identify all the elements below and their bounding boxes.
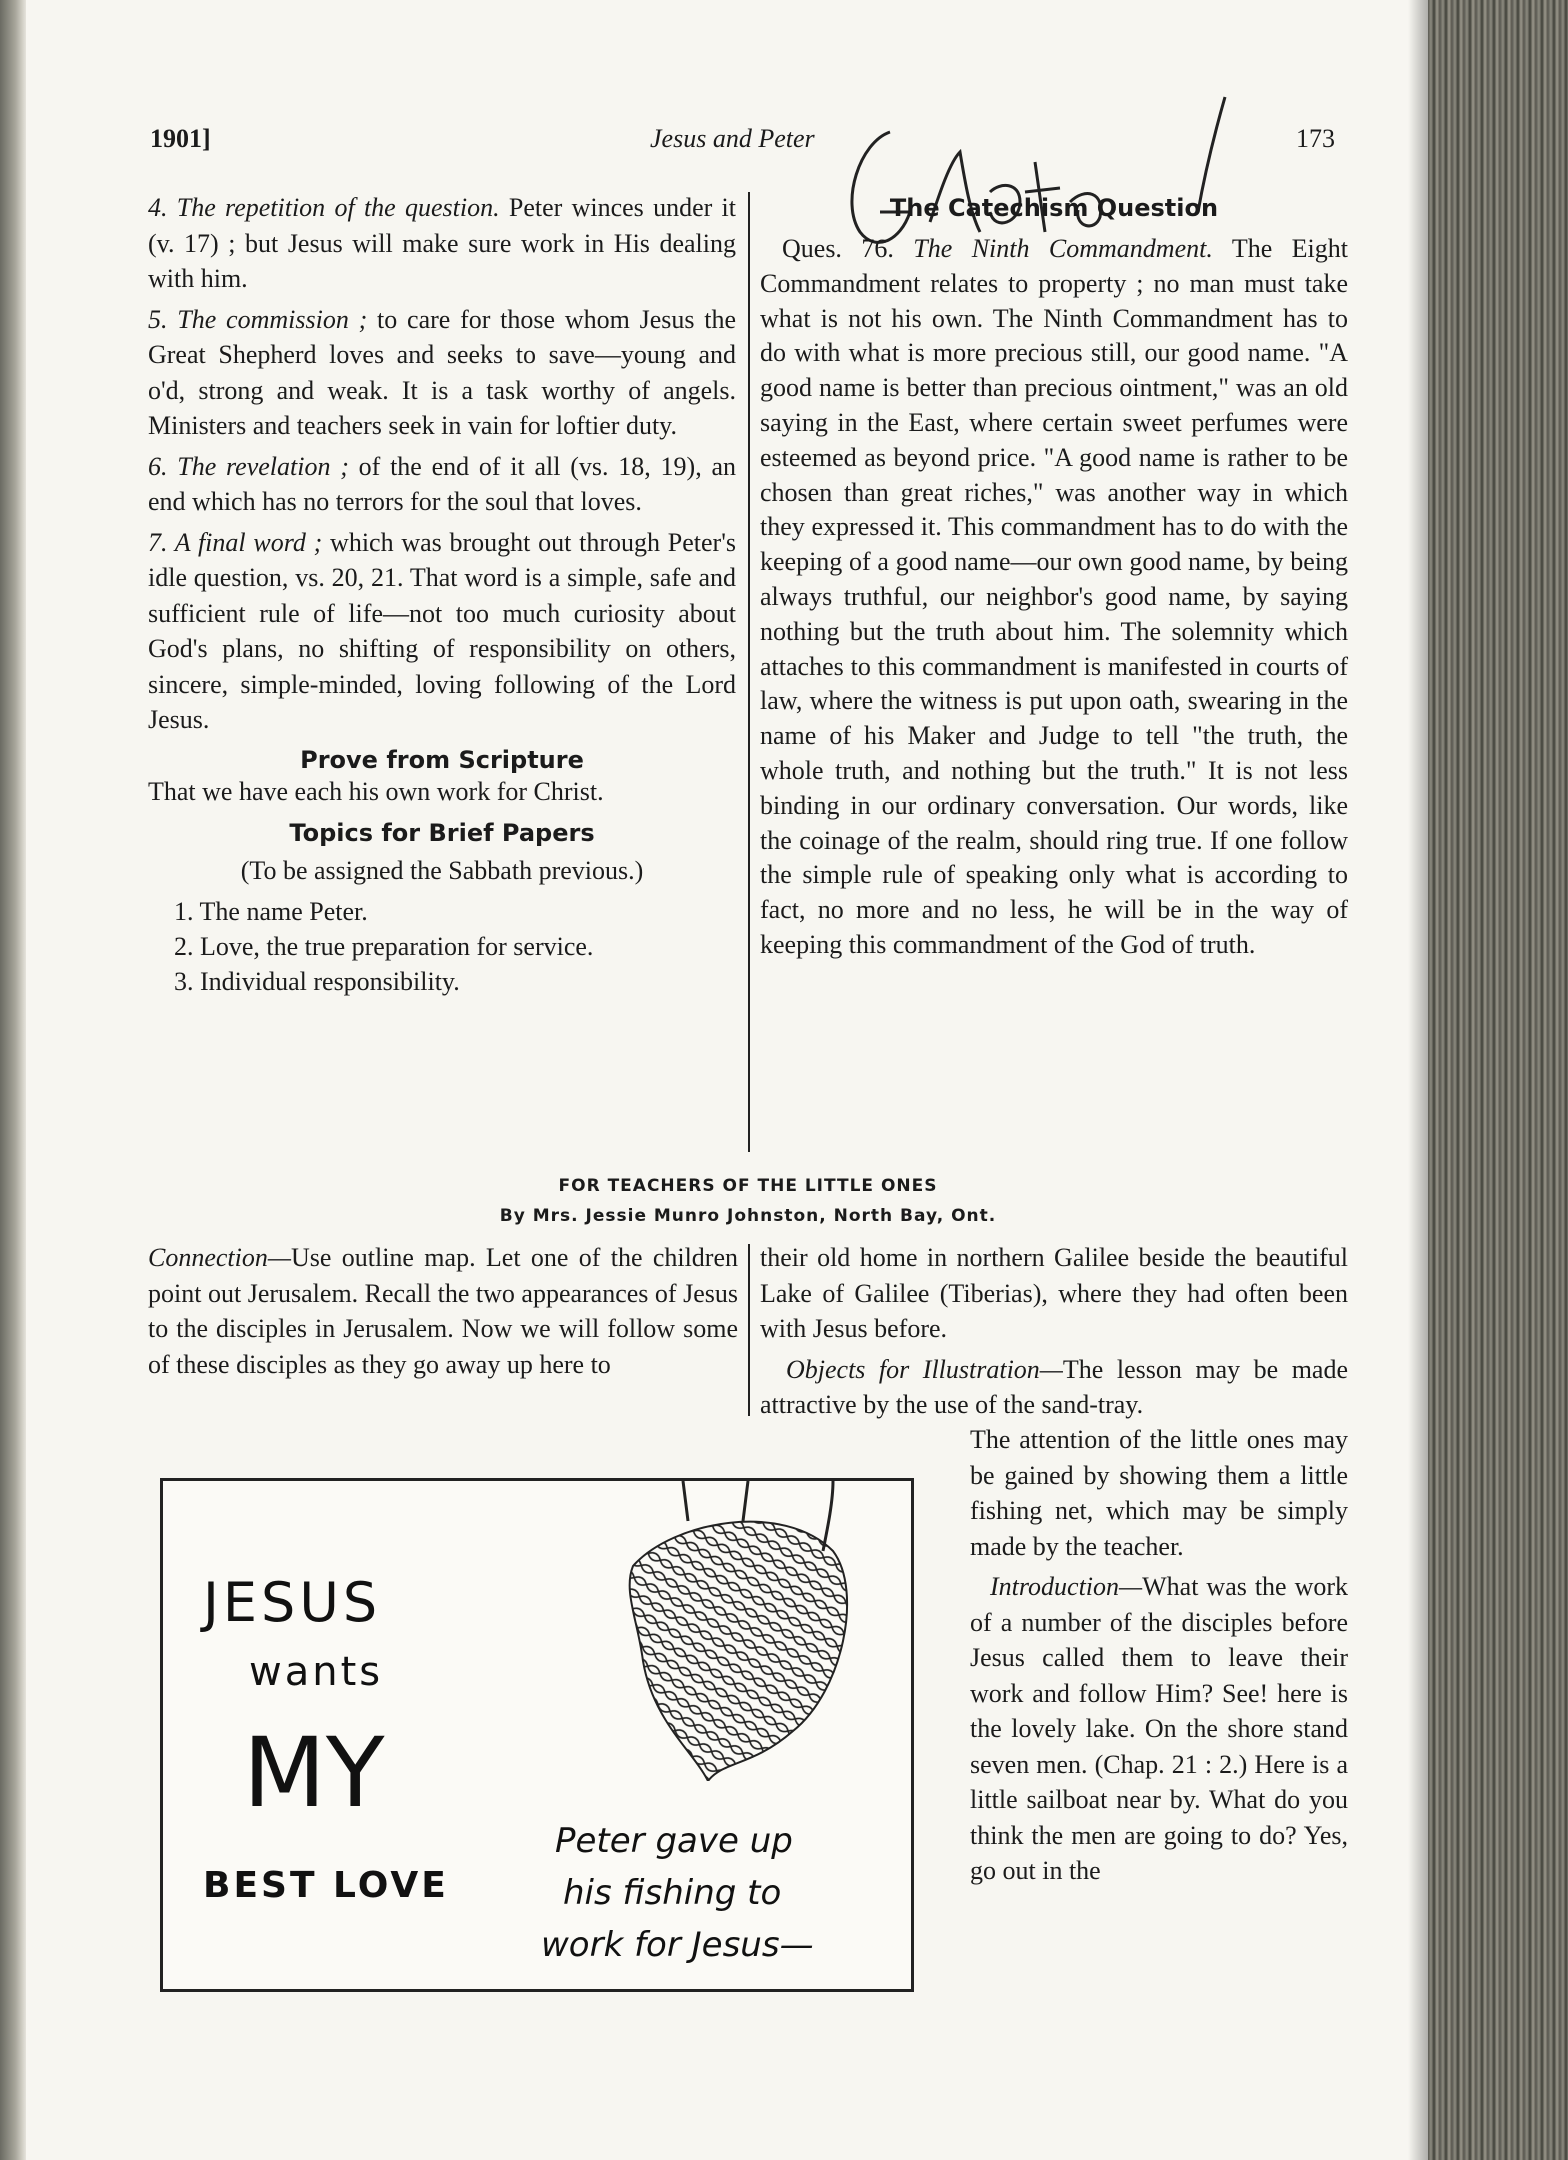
- attention-paragraph: The attention of the little ones may be gained by showing them a little fishing net, which may be simply made by the teacher.: [970, 1425, 1348, 1561]
- topics-note: (To be assigned the Sabbath previous.): [240, 856, 644, 885]
- topic-item: 3. Individual responsibility.: [174, 966, 460, 996]
- paragraph-5: 5. The commission ; to care for those whom Jesus the Great Shepherd loves and seeks to save—young and o'd, strong and weak. It is a task worthy of angels. Ministers and teachers seek in vain for loftier duty.: [148, 304, 737, 440]
- catechism-text: Ques. 76. The Ninth Commandment. The Eight Commandment relates to property ; no man must take what is not his own. The Ninth Commandment has to do with what is more precious still, our good name. "A good name is better than precious ointment," was an old saying in the East, where certain sweet perfumes were esteemed as beyond price. "A good name is rather to be chosen than great riches," was another way in which they expressed it. This commandment has to do with the keeping of a good name—our own good name, by being always truthful, our neighbor's good name, by saying nothing but the truth about him. The solemnity which attaches to this commandment is manifested in courts of law, where the witness is put upon oath, swearing in the name of his Maker and Judge to tell "the truth, the whole truth, and nothing but the truth." It is not less binding in our ordinary conversation. Our words, like the coinage of the realm, should ring true. If one follow the simple rule of speaking only what is according to fact, no more and no less, he will be in the way of keeping this commandment of the God of truth.: [760, 234, 1348, 959]
- illus-best-love: BEST LOVE: [203, 1865, 449, 1906]
- column-rule-lower: [748, 1244, 750, 1416]
- lower-right-column: [760, 1240, 1348, 1428]
- page-left-edge: [0, 0, 26, 2160]
- fishing-net-icon: [593, 1481, 893, 1781]
- header-page-number: 173: [1296, 124, 1335, 153]
- illus-caption-line3: work for Jesus—: [541, 1925, 814, 1965]
- topic-item: 2. Love, the true preparation for service.: [174, 931, 594, 961]
- teachers-heading: FOR TEACHERS OF THE LITTLE ONES: [558, 1176, 938, 1196]
- left-column: [148, 190, 736, 999]
- right-column: [760, 194, 1348, 968]
- prove-heading: Prove from Scripture: [300, 745, 584, 774]
- column-rule: [748, 192, 750, 1152]
- illus-caption-line1: Peter gave up: [555, 1821, 793, 1861]
- connection-paragraph: Connection—Use outline map. Let one of the children point out Jerusalem. Recall the two appearances of Jesus to the disciples in Jerusalem. Now we will follow some of these disciples as they go away up here to: [148, 1243, 738, 1379]
- teachers-byline: By Mrs. Jessie Munro Johnston, North Bay, Ont.: [499, 1206, 997, 1226]
- catechism-heading: The Catechism Question: [889, 194, 1219, 222]
- objects-paragraph: Objects for Illustration—The lesson may be made attractive by the use of the sand-tray.: [760, 1354, 1348, 1419]
- illus-wants: wants: [249, 1649, 384, 1695]
- prove-text: That we have each his own work for Christ.: [148, 776, 604, 806]
- illus-caption-line2: his fishing to: [563, 1873, 782, 1913]
- side-column: [970, 1422, 1348, 1894]
- header-title: Jesus and Peter: [650, 124, 815, 153]
- illus-jesus: JESUS: [203, 1571, 382, 1634]
- paragraph-7: 7. A final word ; which was brought out through Peter's idle question, vs. 20, 21. That word is a simple, safe and sufficient rule of life—not too much curiosity about God's plans, no shifting of responsibility on others, sincere, simple-minded, loving following of the Lord Jesus.: [148, 527, 736, 734]
- introduction-paragraph: Introduction—What was the work of a number of the disciples before Jesus called them to leave their work and follow Him? See! here is the lovely lake. On the shore stand seven men. (Chap. 21 : 2.) Here is a little sailboat near by. What do you think the men are going to do? Yes, go out in the: [970, 1572, 1348, 1885]
- paragraph-4: 4. The repetition of the question. Peter winces under it (v. 17) ; but Jesus will make sure work in His dealing with him.: [148, 193, 737, 293]
- topics-heading: Topics for Brief Papers: [289, 819, 595, 847]
- illus-my: MY: [243, 1717, 385, 1829]
- page-stack-edge: [1428, 0, 1568, 2160]
- paragraph-6: 6. The revelation ; of the end of it all (vs. 18, 19), an end which has no terrors for the soul that loves.: [148, 451, 737, 516]
- illustration-box: [160, 1478, 914, 1992]
- header-year: 1901]: [150, 124, 211, 153]
- galilee-paragraph: their old home in northern Galilee beside the beautiful Lake of Galilee (Tiberias), where they had often been with Jesus before.: [760, 1243, 1348, 1343]
- topic-item: 1. The name Peter.: [174, 896, 368, 926]
